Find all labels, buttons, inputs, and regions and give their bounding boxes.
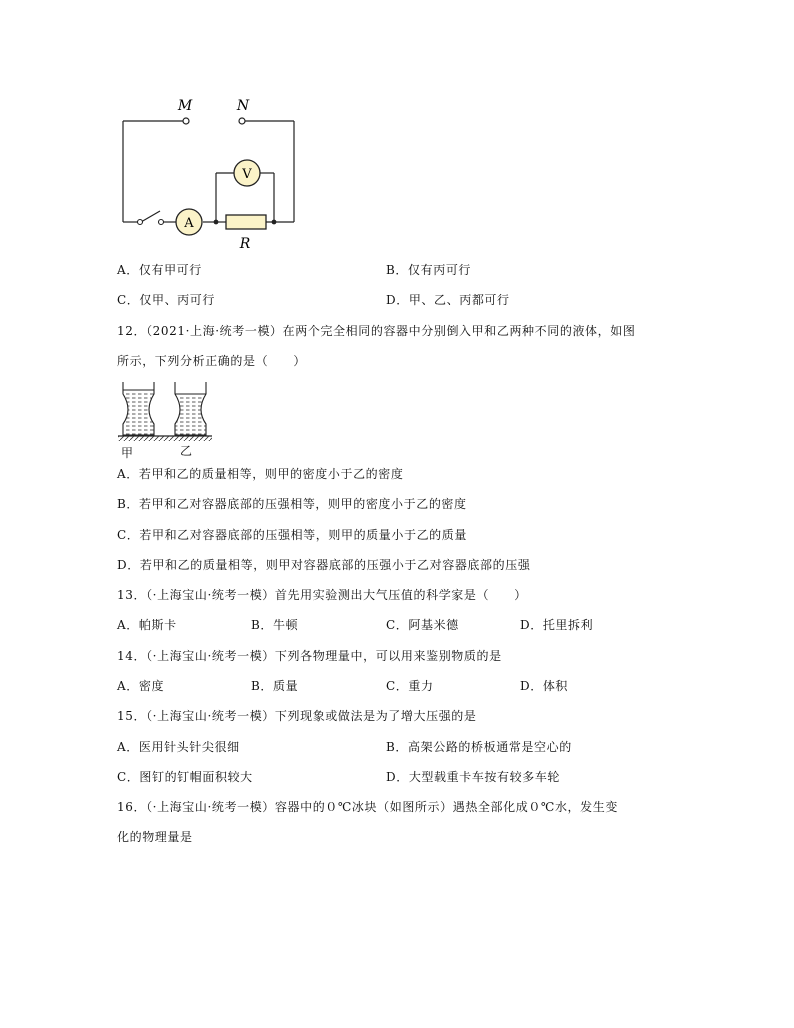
ground-hatch: [118, 436, 212, 441]
q15-option-b: B．高架公路的桥板通常是空心的: [386, 740, 572, 754]
q13-option-a: A．帕斯卡: [117, 618, 177, 632]
q13-option-b: B．牛顿: [251, 618, 299, 632]
q14-option-d: D．体积: [520, 679, 569, 693]
containers-figure: [0, 0, 794, 470]
label-m: M: [177, 98, 193, 114]
q14-option-b: B．质量: [251, 679, 299, 693]
q13-stem: 13．（·上海宝山·统考一模）首先用实验测出大气压值的科学家是（ ）: [117, 588, 527, 602]
label-n: N: [236, 98, 250, 114]
q11-option-d: D．甲、乙、丙都可行: [386, 293, 510, 307]
q11-option-c: C．仅甲、丙可行: [117, 293, 215, 307]
q16-stem-line1: 16．（·上海宝山·统考一模）容器中的０℃冰块（如图所示）遇热全部化成０℃水，发生变: [117, 800, 618, 814]
q15-option-d: D．大型载重卡车按有较多车轮: [386, 770, 561, 784]
q13-option-d: D．托里拆利: [520, 618, 594, 632]
q12-stem-line1: 12．（2021·上海·统考一模）在两个完全相同的容器中分别倒入甲和乙两种不同的液体，如图: [117, 324, 636, 338]
q16-stem-line2: 化的物理量是: [117, 830, 193, 844]
q12-option-a: A．若甲和乙的质量相等，则甲的密度小于乙的密度: [117, 467, 404, 481]
label-yi: 乙: [180, 444, 193, 458]
q12-option-b: B．若甲和乙对容器底部的压强相等，则甲的密度小于乙的密度: [117, 497, 467, 511]
q13-option-c: C．阿基米德: [386, 618, 459, 632]
q14-option-a: A．密度: [117, 679, 165, 693]
label-a: A: [184, 216, 194, 231]
q15-stem: 15．（·上海宝山·统考一模）下列现象或做法是为了增大压强的是: [117, 709, 477, 723]
q15-option-c: C．图钉的钉帽面积较大: [117, 770, 253, 784]
q15-option-a: A．医用针头针尖很细: [117, 740, 240, 754]
q14-stem: 14．（·上海宝山·统考一模）下列各物理量中，可以用来鉴别物质的是: [117, 649, 502, 663]
q11-option-a: A．仅有甲可行: [117, 263, 202, 277]
q12-option-c: C．若甲和乙对容器底部的压强相等，则甲的质量小于乙的质量: [117, 528, 467, 542]
q12-option-d: D．若甲和乙的质量相等，则甲对容器底部的压强小于乙对容器底部的压强: [117, 558, 531, 572]
label-v: V: [242, 167, 252, 182]
q12-stem-line2: 所示，下列分析正确的是（ ）: [117, 354, 307, 368]
container-jia: [123, 382, 154, 435]
container-yi: [175, 382, 206, 435]
label-jia: 甲: [121, 446, 134, 460]
label-r: R: [239, 236, 251, 252]
q14-option-c: C．重力: [386, 679, 434, 693]
q11-option-b: B．仅有丙可行: [386, 263, 472, 277]
